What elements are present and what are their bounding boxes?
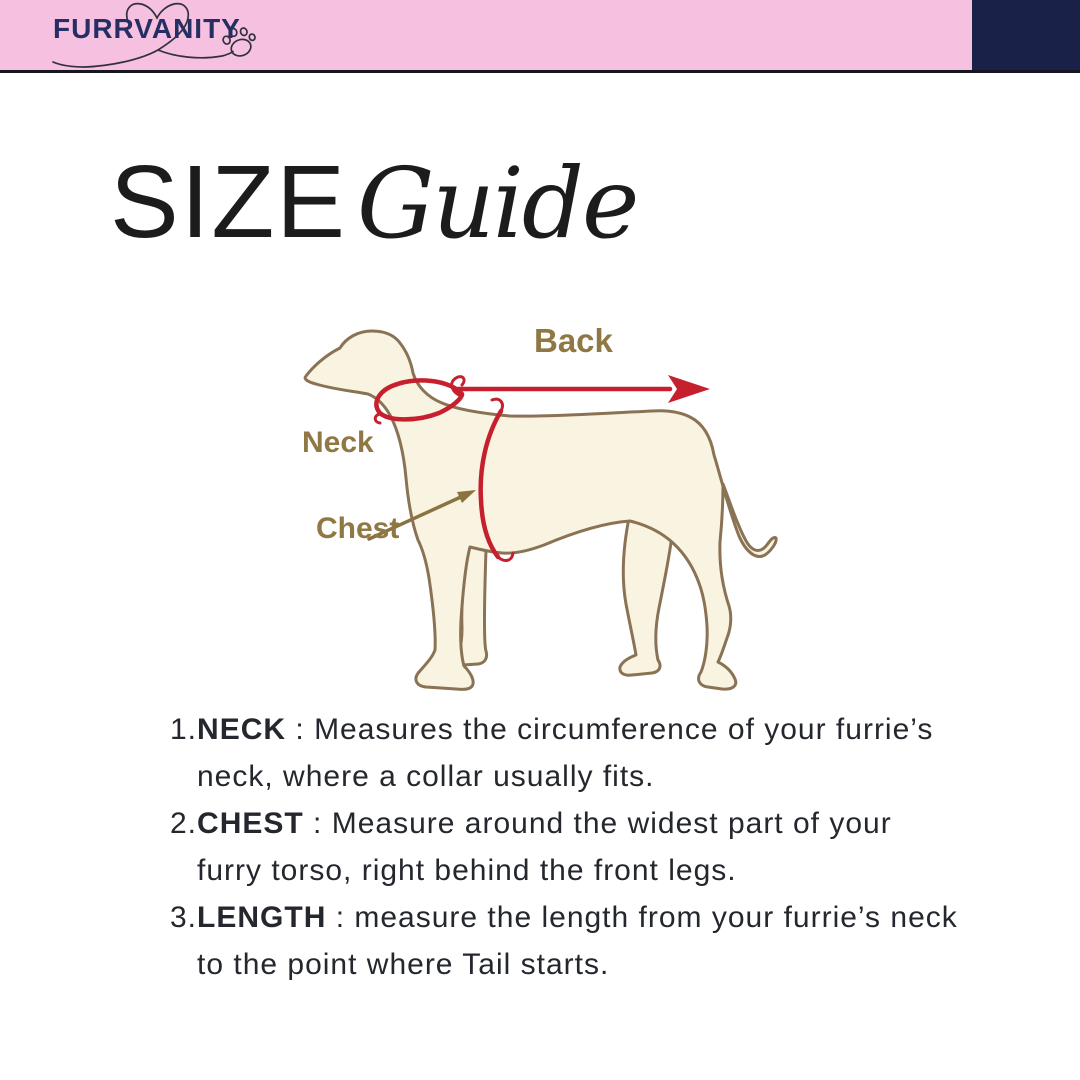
chest-label: Chest [316, 512, 400, 545]
item-term: NECK [197, 713, 287, 746]
title-guide: Guide [356, 147, 638, 260]
swoosh-line [158, 50, 233, 58]
neck-label: Neck [302, 426, 374, 459]
item-separator: : [326, 901, 355, 934]
brand-logo [0, 0, 290, 70]
item-number: 2. [170, 807, 198, 840]
header-navy-block [972, 0, 1080, 70]
neck-band-hook [375, 414, 381, 423]
title-size: SIZE [110, 144, 347, 259]
dog-measurement-diagram [280, 310, 800, 700]
item-number: 1. [170, 713, 198, 746]
item-number: 3. [170, 901, 198, 934]
brand-name: FURRVANITY [53, 13, 241, 44]
dog-body [305, 331, 776, 689]
instruction-item-neck [170, 706, 965, 800]
instruction-item-length [170, 894, 965, 988]
item-separator: : [303, 807, 332, 840]
item-text: Measure around the widest part of your furry torso, right behind the front legs. [197, 807, 892, 887]
measurement-instructions [170, 706, 965, 988]
header-bar [0, 0, 1080, 73]
item-separator: : [286, 713, 315, 746]
item-text: measure the length from your furrie’s neck to the point where Tail starts. [197, 901, 958, 981]
item-term: CHEST [197, 807, 304, 840]
item-term: LENGTH [197, 901, 327, 934]
instruction-item-chest [170, 800, 965, 894]
back-arrow-head [668, 375, 710, 403]
dog-illustration [280, 310, 800, 700]
chest-band-top-hook [492, 399, 502, 411]
back-label: Back [534, 322, 613, 359]
page-title [110, 144, 638, 260]
item-text: Measures the circumference of your furrie’s neck, where a collar usually fits. [197, 713, 934, 793]
